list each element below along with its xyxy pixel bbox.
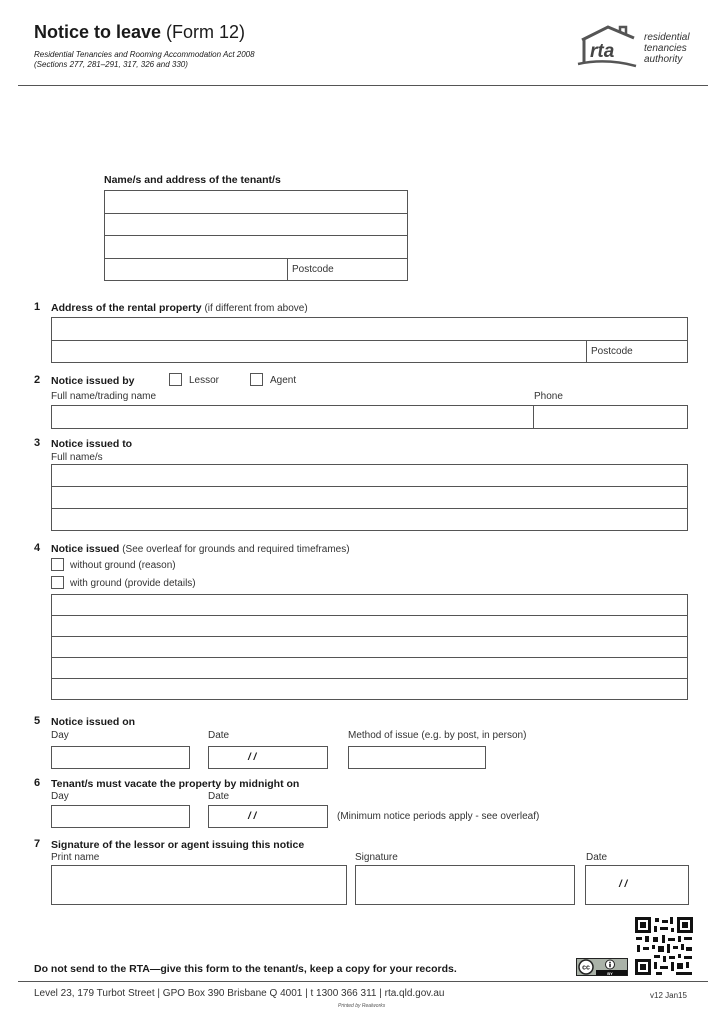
- svg-text:rta: rta: [590, 41, 615, 62]
- version-label: v12 Jan15: [650, 991, 687, 1000]
- ground-details-box[interactable]: [51, 594, 688, 700]
- section-1-label: Address of the rental property (if different from above): [51, 302, 308, 314]
- vacate-day-input[interactable]: [51, 805, 190, 828]
- creative-commons-badge: [576, 958, 628, 976]
- details-row-1[interactable]: [52, 595, 687, 616]
- form-title: Notice to leave (Form 12): [34, 22, 246, 42]
- tenant-row-1[interactable]: [105, 191, 407, 214]
- issuer-fullname-label: Full name/trading name: [51, 391, 157, 402]
- signature-label: Signature: [355, 852, 398, 863]
- section-2-number: 2: [34, 374, 41, 386]
- recipient-row-1[interactable]: [52, 465, 687, 487]
- recipient-row-2[interactable]: [52, 487, 687, 509]
- details-row-2[interactable]: [52, 616, 687, 637]
- section-5-label: Notice issued on: [51, 716, 136, 728]
- section-3-label: Notice issued to: [51, 438, 133, 450]
- vacate-date-separators: / /: [248, 811, 257, 822]
- issued-date-separators: / /: [248, 752, 257, 763]
- details-row-3[interactable]: [52, 637, 687, 658]
- header-divider: [18, 85, 708, 86]
- issued-date-input[interactable]: [208, 746, 328, 769]
- property-postcode-divider: [586, 340, 587, 362]
- recipient-fullname-label: Full name/s: [51, 452, 103, 463]
- tenant-row-3[interactable]: [105, 236, 407, 259]
- print-name-label: Print name: [51, 852, 100, 863]
- footer-address: Level 23, 179 Turbot Street | GPO Box 390 Brisbane Q 4001 | t 1300 366 311 | rta.qld.gov.au: [34, 988, 445, 999]
- tenant-postcode-label: Postcode: [292, 264, 334, 275]
- section-7-number: 7: [34, 838, 41, 850]
- minimum-notice-note: (Minimum notice periods apply - see overleaf): [337, 811, 540, 822]
- property-row-1[interactable]: [52, 318, 687, 341]
- section-6-number: 6: [34, 777, 41, 789]
- section-5-number: 5: [34, 715, 41, 727]
- lessor-label: Lessor: [189, 375, 220, 386]
- footer-warning: Do not send to the RTA—give this form to the tenant/s, keep a copy for your records.: [34, 963, 457, 975]
- agent-label: Agent: [270, 375, 297, 386]
- section-6-label: Tenant/s must vacate the property by midnight on: [51, 778, 300, 790]
- property-postcode-label: Postcode: [591, 346, 633, 357]
- section-2-label: Notice issued by: [51, 375, 135, 387]
- recipient-names-box[interactable]: [51, 464, 688, 531]
- section-3-number: 3: [34, 437, 41, 449]
- section-4-number: 4: [34, 542, 41, 554]
- issuer-name-input[interactable]: [51, 405, 688, 429]
- footer-divider: [18, 981, 708, 982]
- issue-method-input[interactable]: [348, 746, 486, 769]
- section-1-number: 1: [34, 301, 41, 313]
- agent-checkbox[interactable]: [250, 373, 263, 386]
- issued-day-input[interactable]: [51, 746, 190, 769]
- vacate-day-label: Day: [51, 791, 69, 802]
- lessor-checkbox[interactable]: [169, 373, 182, 386]
- vacate-date-label: Date: [208, 791, 230, 802]
- rta-logo: [576, 24, 638, 70]
- issuer-phone-label: Phone: [534, 391, 563, 402]
- without-ground-checkbox[interactable]: [51, 558, 64, 571]
- section-4-label: Notice issued (See overleaf for grounds and required timeframes): [51, 543, 350, 555]
- print-name-input[interactable]: [51, 865, 347, 905]
- issue-method-label: Method of issue (e.g. by post, in person): [348, 730, 527, 741]
- printed-by: Printed by Realworks: [338, 1003, 386, 1009]
- signature-date-label: Date: [586, 852, 608, 863]
- svg-text:cc: cc: [582, 964, 590, 972]
- act-reference: Residential Tenancies and Rooming Accommodation Act 2008 (Sections 277, 281–291, 317, 326 and 330): [34, 50, 255, 69]
- section-7-label: Signature of the lessor or agent issuing this notice: [51, 839, 305, 851]
- details-row-4[interactable]: [52, 658, 687, 679]
- signature-date-input[interactable]: [585, 865, 689, 905]
- rta-logo-text: residential tenancies authority: [644, 32, 690, 65]
- with-ground-checkbox[interactable]: [51, 576, 64, 589]
- without-ground-label: without ground (reason): [70, 560, 176, 571]
- issued-day-label: Day: [51, 730, 69, 741]
- issued-date-label: Date: [208, 730, 230, 741]
- vacate-date-input[interactable]: [208, 805, 328, 828]
- tenant-row-2[interactable]: [105, 214, 407, 236]
- signature-input[interactable]: [355, 865, 575, 905]
- tenant-label: Name/s and address of the tenant/s: [104, 174, 281, 186]
- signature-date-separators: / /: [619, 879, 628, 890]
- issuer-phone-divider: [533, 405, 534, 429]
- qr-code: [634, 916, 694, 976]
- tenant-address-box[interactable]: [104, 190, 408, 281]
- tenant-postcode-divider: [287, 258, 288, 280]
- svg-text:BY: BY: [607, 970, 613, 976]
- with-ground-label: with ground (provide details): [70, 578, 196, 589]
